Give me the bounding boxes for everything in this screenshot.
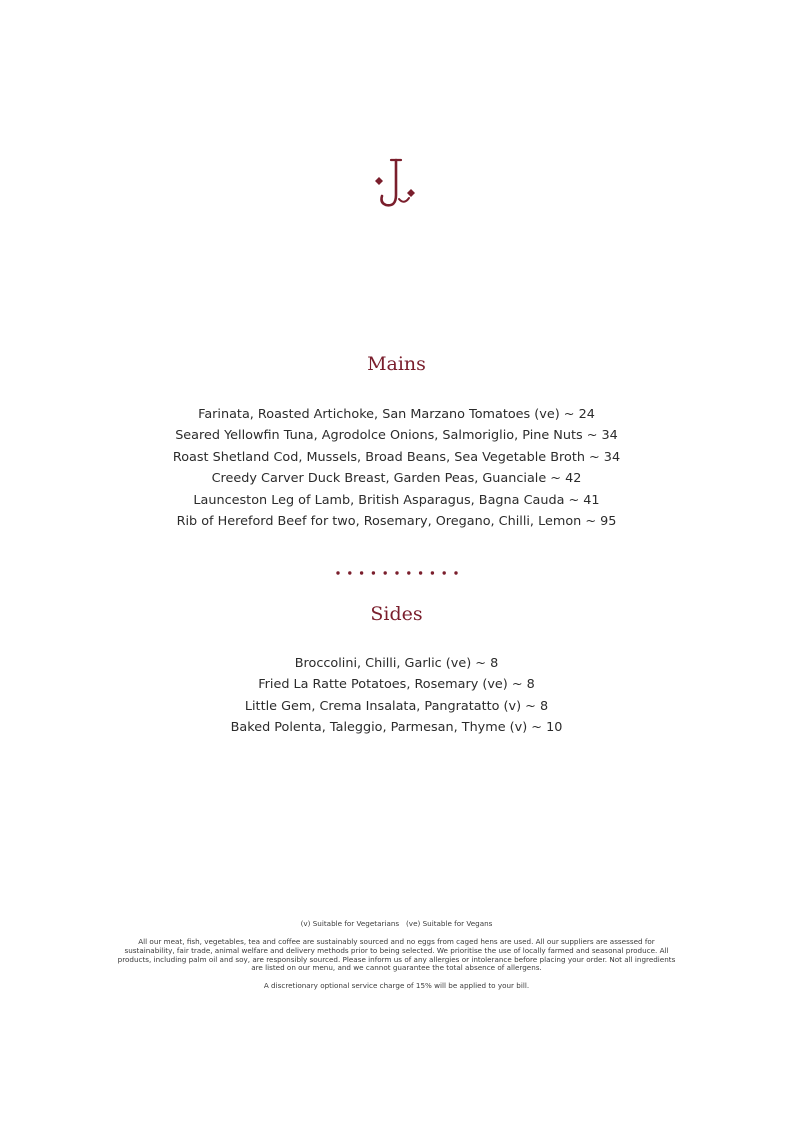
restaurant-logo-icon: [370, 155, 422, 215]
sides-heading: Sides: [370, 603, 423, 625]
dietary-key: (v) Suitable for Vegetarians (ve) Suitable for Vegans: [300, 919, 493, 928]
dotted-divider: [335, 570, 459, 576]
list-item: Farinata, Roasted Artichoke, San Marzano Tomatoes (ve) ~ 24: [198, 407, 595, 422]
list-item: Little Gem, Crema Insalata, Pangratatto (v) ~ 8: [244, 698, 549, 714]
list-item: Launceston Leg of Lamb, British Asparagus, Bagna Cauda ~ 41: [193, 492, 600, 508]
list-item: Creedy Carver Duck Breast, Garden Peas, Guanciale ~ 42: [211, 471, 582, 487]
sides-list: [0, 653, 793, 739]
list-item: Broccolini, Chilli, Garlic (ve) ~ 8: [294, 656, 499, 671]
list-item: Fried La Ratte Potatoes, Rosemary (ve) ~ 8: [258, 677, 535, 693]
mains-heading: Mains: [367, 353, 426, 375]
mains-list: [0, 404, 793, 532]
list-item: Seared Yellowfin Tuna, Agrodolce Onions, Salmoriglio, Pine Nuts ~ 34: [175, 428, 618, 444]
list-item: Roast Shetland Cod, Mussels, Broad Beans, Sea Vegetable Broth ~ 34: [172, 449, 621, 465]
sourcing-note: All our meat, fish, vegetables, tea and coffee are sustainably sourced and no eggs from caged hens are used. All our suppliers are assessed for sustainability, fair trade, animal welfare and delivery methods prior to being selected. We prioritise the use of locally farmed and seasonal produce. All products, including palm oil and soy, are responsibly sourced. Please inform us of any allergies or intolerance before placing your order. Not all ingredients are listed on our menu, and we cannot guarantee the total absence of allergens.: [117, 937, 676, 973]
list-item: Baked Polenta, Taleggio, Parmesan, Thyme (v) ~ 10: [230, 720, 563, 736]
service-charge-note: A discretionary optional service charge of 15% will be applied to your bill.: [263, 981, 530, 990]
list-item: Rib of Hereford Beef for two, Rosemary, Oregano, Chilli, Lemon ~ 95: [176, 514, 617, 530]
